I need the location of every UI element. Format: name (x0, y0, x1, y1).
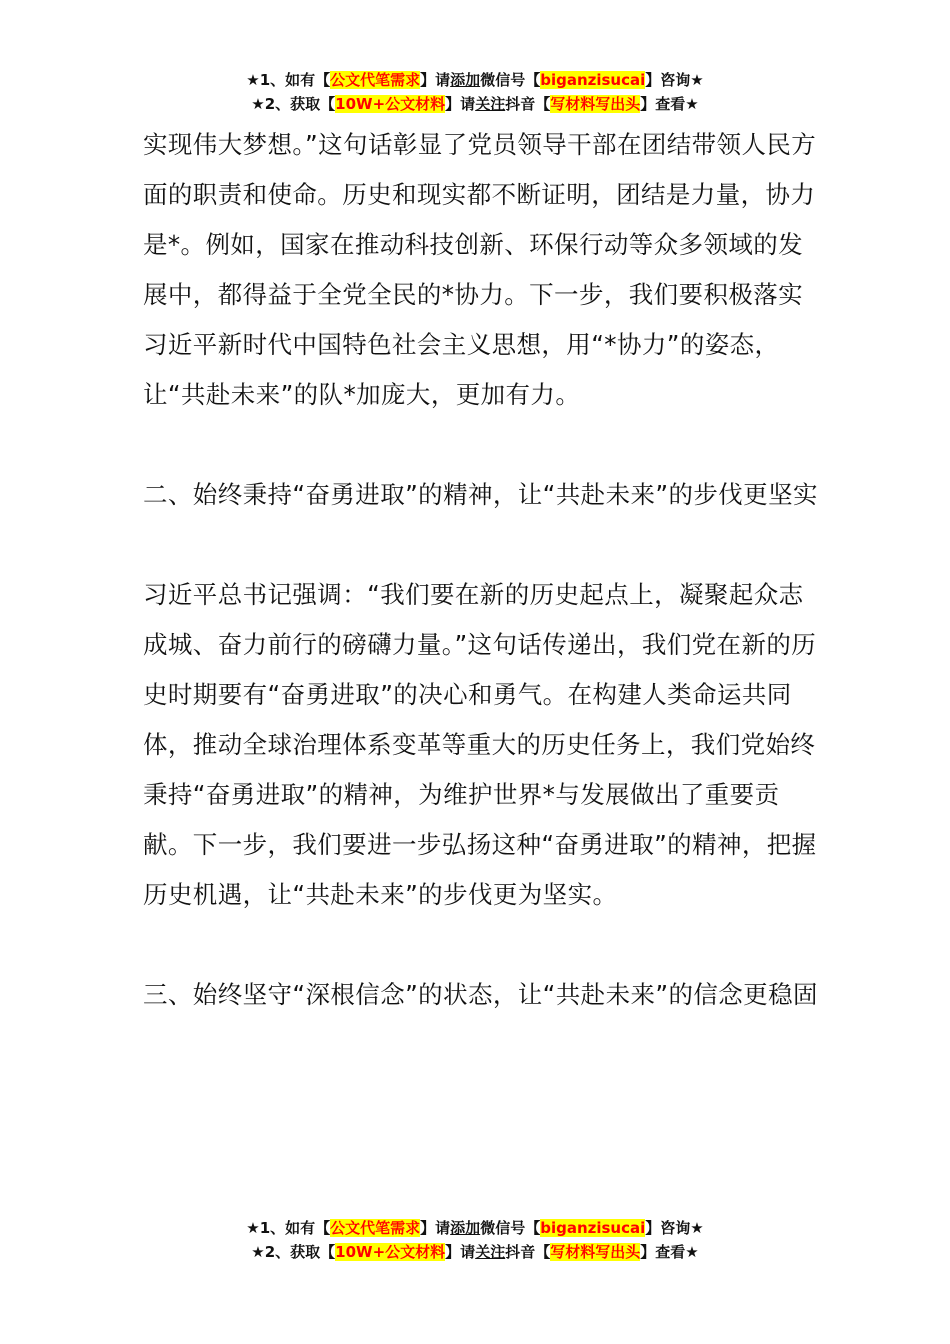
highlight-douyin: 写材料写出头 (550, 95, 641, 113)
highlight-service: 公文代笔需求 (330, 71, 421, 89)
star-icon: ★ (690, 71, 704, 89)
highlight-materials: 10W+公文材料 (335, 1243, 446, 1261)
promo-text: 2、获取【 (264, 1243, 336, 1261)
promo-text: 】请 (445, 1243, 476, 1261)
highlight-materials: 10W+公文材料 (335, 95, 446, 113)
promo-text: 2、获取【 (264, 95, 336, 113)
promo-text: 抖音【 (505, 1243, 551, 1261)
emphasis-text: 添加 (450, 71, 481, 89)
promo-text: 抖音【 (505, 95, 551, 113)
star-icon: ★ (690, 1219, 704, 1237)
promo-text: 】请 (420, 1219, 451, 1237)
promo-line-2 (0, 92, 950, 116)
highlight-douyin: 写材料写出头 (550, 1243, 641, 1261)
highlight-wechat-id: biganzisucai (540, 1219, 646, 1237)
promo-text: 1、如有【 (259, 71, 331, 89)
highlight-service: 公文代笔需求 (330, 1219, 421, 1237)
promo-text: 】咨询 (645, 71, 691, 89)
promo-text: 】请 (420, 71, 451, 89)
promo-banner-bottom (0, 1216, 950, 1264)
body-paragraph: 实现伟大梦想。”这句话彰显了党员领导干部在团结带领人民方面的职责和使命。历史和现实都不断证明，团结是力量，协力是*。例如，国家在推动科技创新、环保行动等众多领域的发展中，都得益于全党全民的*协力。下一步，我们要积极落实习近平新时代中国特色社会主义思想，用“*协力”的姿态，让“共赴未来”的队*加庞大，更加有力。 (143, 130, 817, 409)
star-icon: ★ (246, 1219, 260, 1237)
promo-text: 】查看 (640, 1243, 686, 1261)
star-icon: ★ (246, 71, 260, 89)
emphasis-text: 关注 (475, 95, 506, 113)
promo-text: 】咨询 (645, 1219, 691, 1237)
star-icon: ★ (251, 95, 265, 113)
emphasis-text: 添加 (450, 1219, 481, 1237)
star-icon: ★ (251, 1243, 265, 1261)
promo-line-1 (0, 1216, 950, 1240)
star-icon: ★ (685, 1243, 699, 1261)
promo-text: 】请 (445, 95, 476, 113)
body-paragraph: 习近平总书记强调：“我们要在新的历史起点上，凝聚起众志成城、奋力前行的磅礴力量。”这句话传递出，我们党在新的历史时期要有“奋勇进取”的决心和勇气。在构建人类命运共同体，推动全球治理体系变革等重大的历史任务上，我们党始终秉持“奋勇进取”的精神，为维护世界*与发展做出了重要贡献。下一步，我们要进一步弘扬这种“奋勇进取”的精神，把握历史机遇，让“共赴未来”的步伐更为坚实。 (143, 580, 817, 909)
promo-text: 】查看 (640, 95, 686, 113)
promo-text: 微信号【 (480, 1219, 541, 1237)
star-icon: ★ (685, 95, 699, 113)
promo-line-1 (0, 68, 950, 92)
section-heading-3: 三、始终坚守“深根信念”的状态，让“共赴未来”的信念更稳固 (143, 980, 818, 1009)
section-heading-2: 二、始终秉持“奋勇进取”的精神，让“共赴未来”的步伐更坚实 (143, 480, 818, 509)
promo-text: 1、如有【 (259, 1219, 331, 1237)
document-body (143, 120, 823, 1020)
promo-line-2 (0, 1240, 950, 1264)
highlight-wechat-id: biganzisucai (540, 71, 646, 89)
emphasis-text: 关注 (475, 1243, 506, 1261)
promo-text: 微信号【 (480, 71, 541, 89)
promo-banner-top (0, 68, 950, 116)
